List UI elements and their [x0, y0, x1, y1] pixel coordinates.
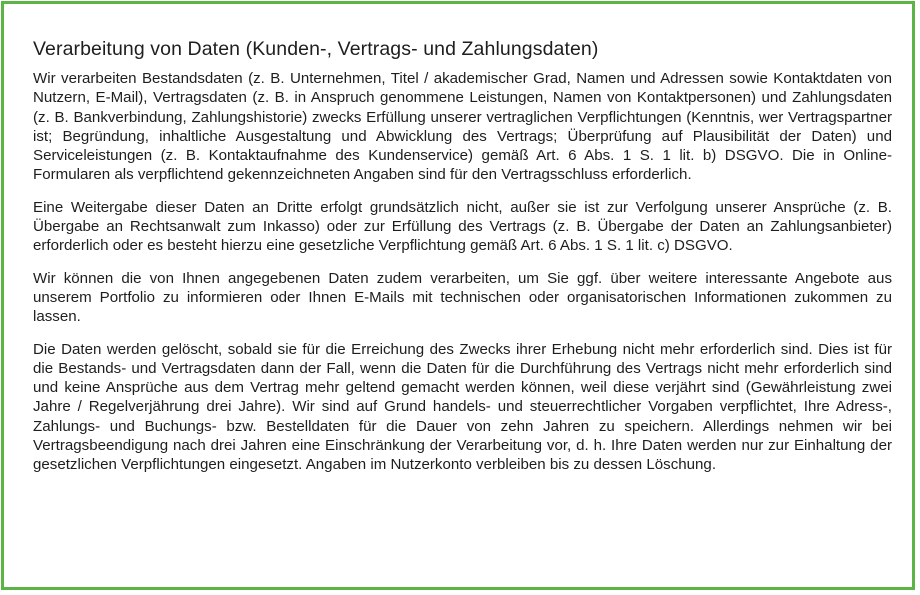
paragraph-data-sharing: Eine Weitergabe dieser Daten an Dritte erfolgt grundsätzlich nicht, außer sie ist zur Verfolgung unserer Ansprüche (z. B. Übergabe an Rechtsanwalt zum Inkasso) oder zur Erfüllung des Vertrags (z. B. Übergabe der Daten an Zahlungsanbieter) erforderlich oder es besteht hierzu eine gesetzliche Verpflichtung gemäß Art. 6 Abs. 1 S. 1 lit. c) DSGVO. [33, 198, 892, 255]
paragraph-data-deletion: Die Daten werden gelöscht, sobald sie für die Erreichung des Zwecks ihrer Erhebung nicht mehr erforderlich sind. Dies ist für die Bestands- und Vertragsdaten dann der Fall, wenn die Daten für die Durchführung des Vertrags nicht mehr erforderlich sind und keine Ansprüche aus dem Vertrag mehr geltend gemacht werden können, weil diese verjährt sind (Gewährleistung zwei Jahre / Regelverjährung drei Jahre). Wir sind auf Grund handels- und steuerrechtlicher Vorgaben verpflichtet, Ihre Adress-, Zahlungs- und Buchungs- bzw. Bestelldaten für die Dauer von zehn Jahren zu speichern. Allerdings nehmen wir bei Vertragsbeendigung nach drei Jahren eine Einschränkung der Verarbeitung vor, d. h. Ihre Daten werden nur zur Einhaltung der gesetzlichen Verpflichtungen eingesetzt. Angaben im Nutzerkonto verbleiben bis zu dessen Löschung. [33, 340, 892, 474]
paragraph-data-processing: Wir verarbeiten Bestandsdaten (z. B. Unternehmen, Titel / akademischer Grad, Namen und Adressen sowie Kontaktdaten von Nutzern, E-Mail), Vertragsdaten (z. B. in Anspruch genommene Leistungen, Namen von Kontaktpersonen) und Zahlungsdaten (z. B. Bankverbindung, Zahlungshistorie) zwecks Erfüllung unserer vertraglichen Verpflichtungen (Kenntnis, wer Vertragspartner ist; Begründung, inhaltliche Ausgestaltung und Abwicklung des Vertrags; Überprüfung auf Plausibilität der Daten) und Serviceleistungen (z. B. Kontaktaufnahme des Kundenservice) gemäß Art. 6 Abs. 1 S. 1 lit. b) DSGVO. Die in Online-Formularen als verpflichtend gekennzeichneten Angaben sind für den Vertragsschluss erforderlich. [33, 70, 892, 184]
content-frame [1, 1, 915, 590]
paragraph-marketing: Wir können die von Ihnen angegebenen Daten zudem verarbeiten, um Sie ggf. über weitere interessante Angebote aus unserem Portfolio zu informieren oder Ihnen E-Mails mit technischen oder organisatorischen Informationen zukommen zu lassen. [33, 269, 892, 326]
content-body [33, 37, 892, 488]
section-heading: Verarbeitung von Daten (Kunden-, Vertrags- und Zahlungsdaten) [33, 38, 599, 60]
